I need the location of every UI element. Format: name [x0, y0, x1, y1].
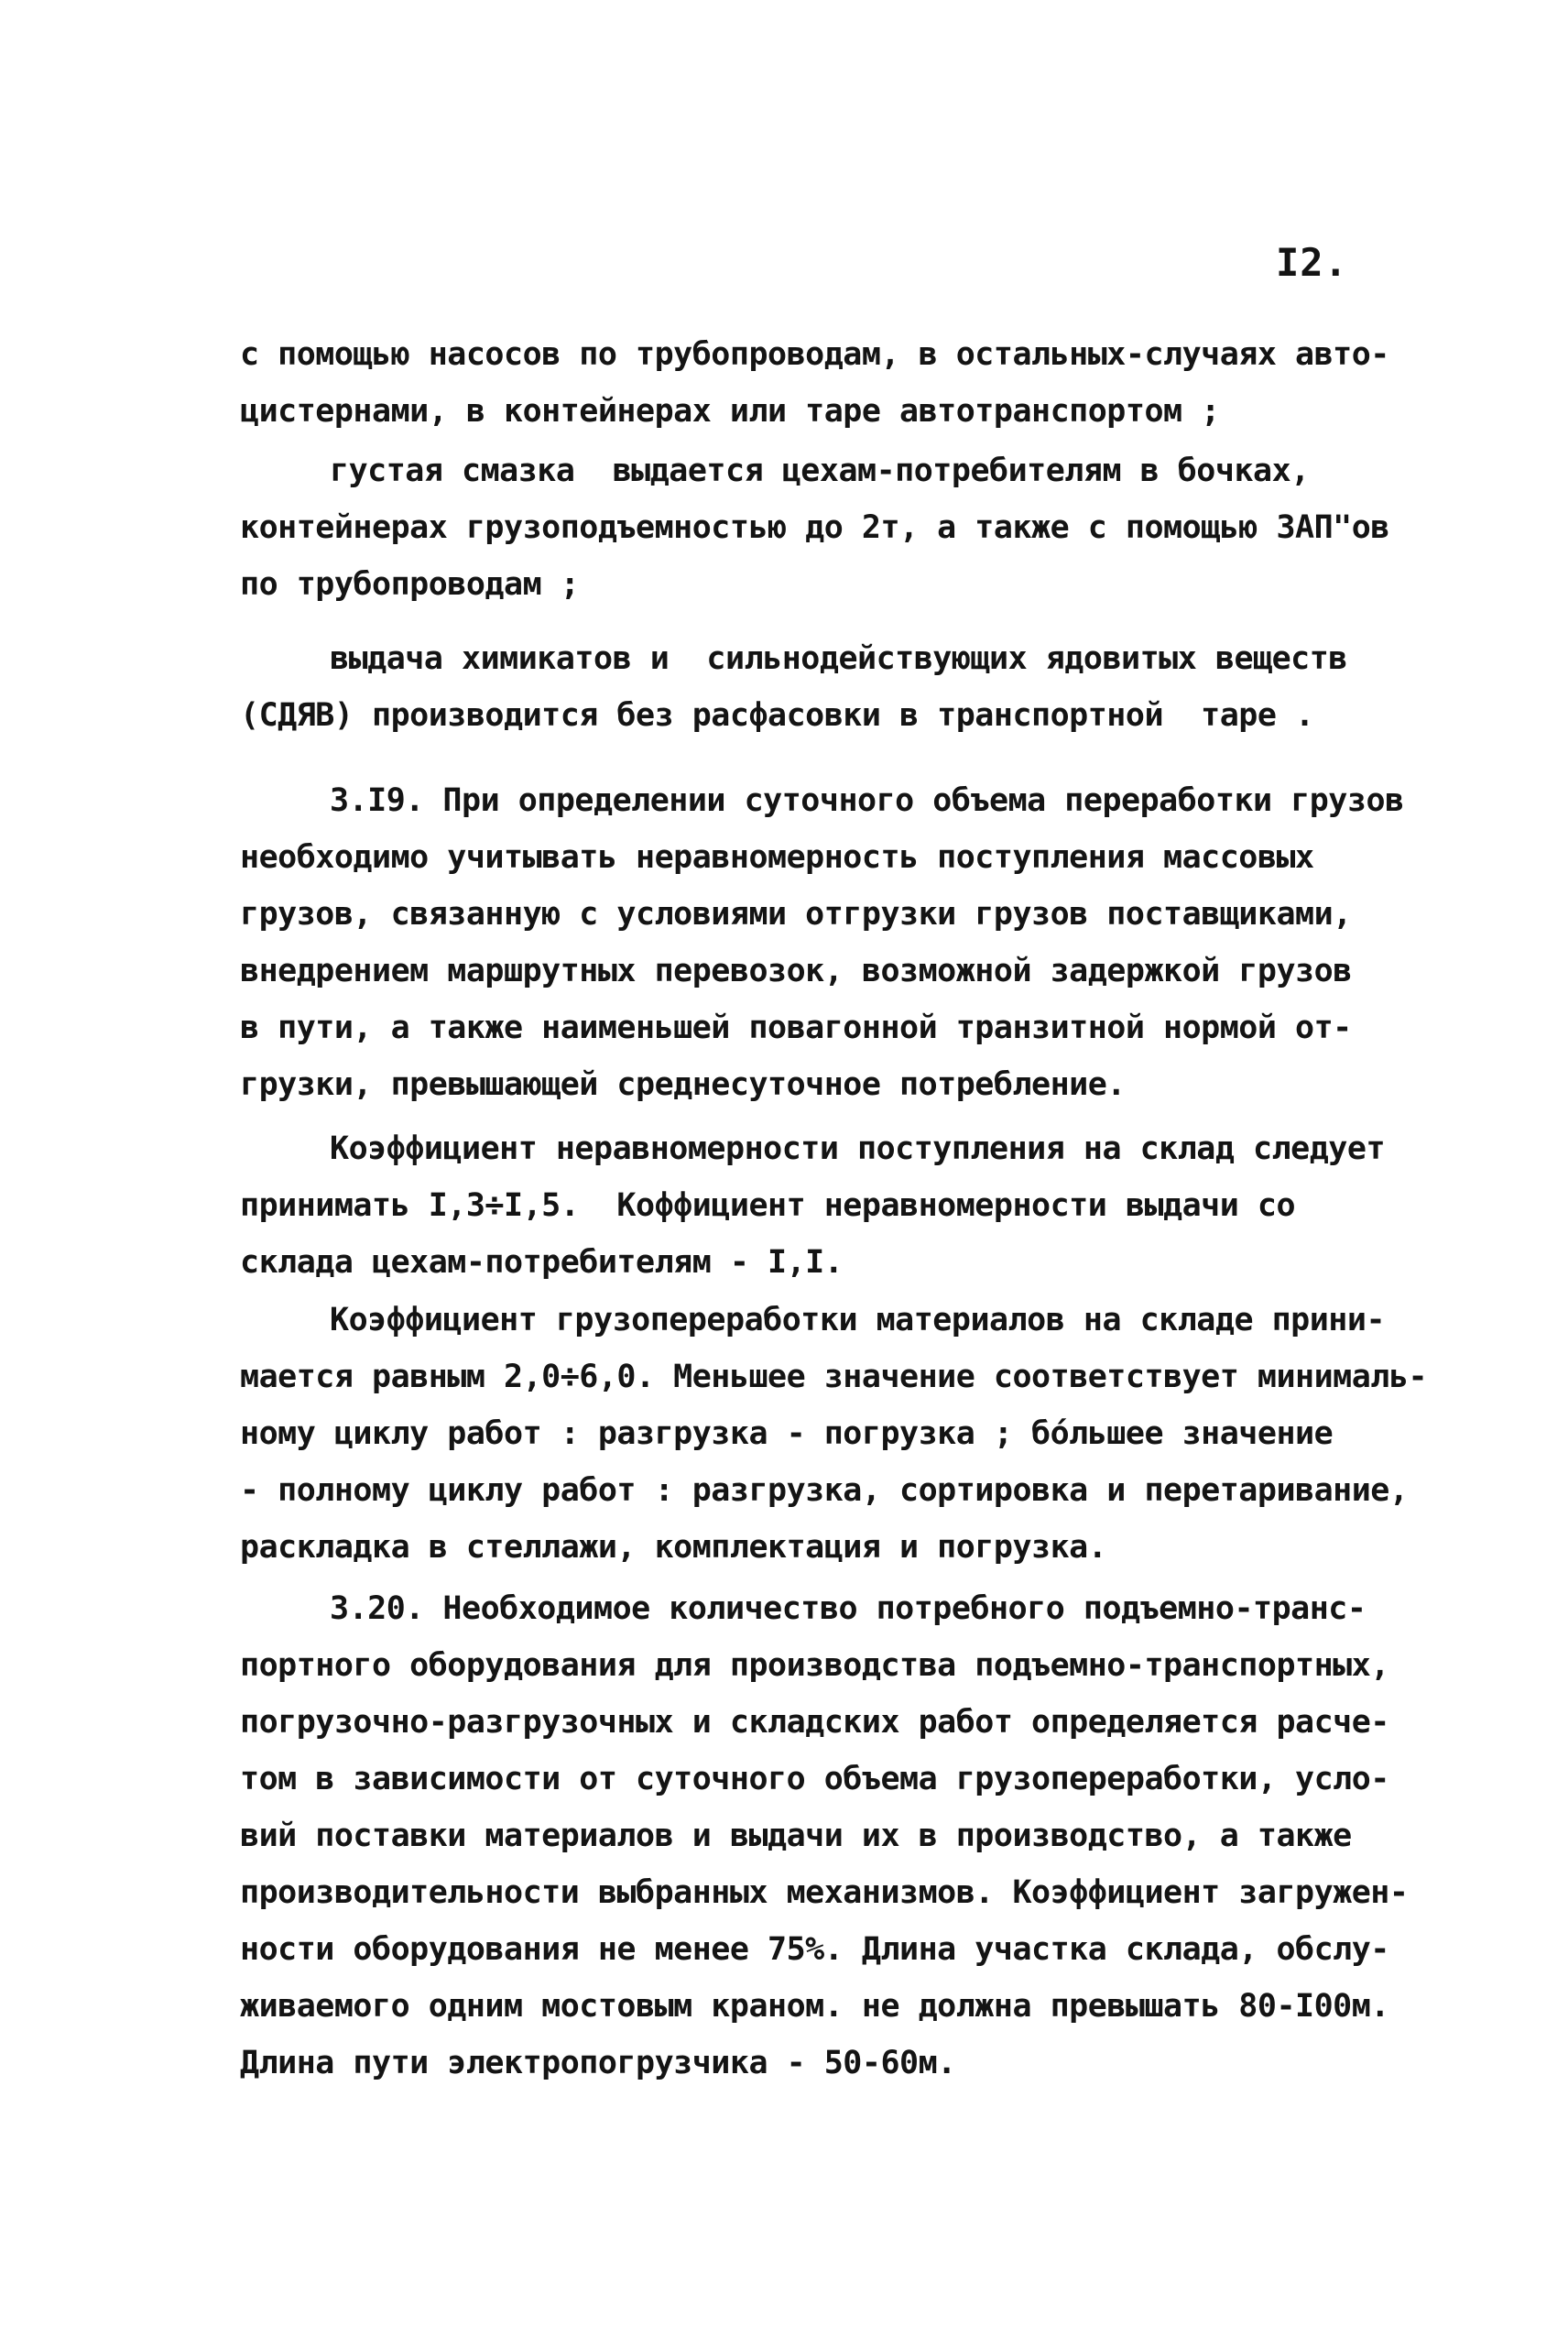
text-line: 3.20. Необходимое количество потребного подъемно-транс-: [330, 1590, 1367, 1627]
text-line: густая смазка выдается цехам-потребителям в бочках,: [330, 453, 1310, 489]
text-line: ности оборудования не менее 75%. Длина участка склада, обслу-: [240, 1931, 1389, 1968]
section-3-19: [240, 772, 1404, 1113]
text-line: ному циклу работ : разгрузка - погрузка ; бóльшее значение: [240, 1415, 1334, 1452]
text-line: вий поставки материалов и выдачи их в производство, а также: [240, 1818, 1352, 1854]
text-line: Длина пути электропогрузчика - 50-60м.: [240, 2045, 956, 2081]
text-line: склада цехам-потребителям - I,I.: [240, 1244, 844, 1281]
text-line: портного оборудования для производства подъемно-транспортных,: [240, 1647, 1389, 1684]
text-line: с помощью насосов по трубопроводам, в остальных-случаях авто-: [240, 336, 1389, 373]
text-line: выдача химикатов и сильнодействующих ядовитых веществ: [330, 640, 1347, 677]
text-line: принимать I,3÷I,5. Коффициент неравномерности выдачи со: [240, 1187, 1296, 1224]
text-line: мается равным 2,0÷6,0. Меньшее значение соответствует минималь-: [240, 1359, 1428, 1395]
text-line: необходимо учитывать неравномерность поступления массовых: [240, 839, 1314, 876]
text-line: в пути, а также наименьшей повагонной транзитной нормой от-: [240, 1010, 1352, 1046]
paragraph-irregularity-coefficient: [240, 1120, 1385, 1291]
text-line: Коэффициент неравномерности поступления на склад следует: [330, 1130, 1386, 1167]
paragraph-pumps: [240, 326, 1389, 440]
text-line: - полному циклу работ : разгрузка, сортировка и перетаривание,: [240, 1472, 1409, 1509]
paragraph-grease: [240, 442, 1389, 613]
text-line: 3.I9. При определении суточного объема переработки грузов: [330, 782, 1404, 819]
text-line: погрузочно-разгрузочных и складских работ определяется расче-: [240, 1704, 1389, 1741]
text-line: раскладка в стеллажи, комплектация и погрузка.: [240, 1529, 1107, 1566]
paragraph-chemicals: [240, 630, 1385, 744]
paragraph-handling-coefficient: [240, 1292, 1428, 1576]
text-line: по трубопроводам ;: [240, 566, 580, 603]
page-number: I2.: [1276, 240, 1348, 285]
text-line: производительности выбранных механизмов. Коэффициент загружен-: [240, 1874, 1409, 1911]
text-line: том в зависимости от суточного объема грузопереработки, усло-: [240, 1761, 1389, 1797]
section-3-20: [240, 1580, 1409, 2091]
text-line: Коэффициент грузопереработки материалов на складе прини-: [330, 1302, 1386, 1338]
text-line: живаемого одним мостовым краном. не должна превышать 80-I00м.: [240, 1988, 1389, 2025]
text-line: грузов, связанную с условиями отгрузки грузов поставщиками,: [240, 896, 1352, 933]
text-line: грузки, превышающей среднесуточное потребление.: [240, 1066, 1126, 1103]
text-line: внедрением маршрутных перевозок, возможной задержкой грузов: [240, 953, 1352, 989]
text-line: контейнерах грузоподъемностью до 2т, а также с помощью ЗАП"ов: [240, 509, 1389, 546]
text-line: (СДЯВ) производится без расфасовки в транспортной таре .: [240, 697, 1314, 734]
text-line: цистернами, в контейнерах или таре автотранспортом ;: [240, 393, 1220, 430]
